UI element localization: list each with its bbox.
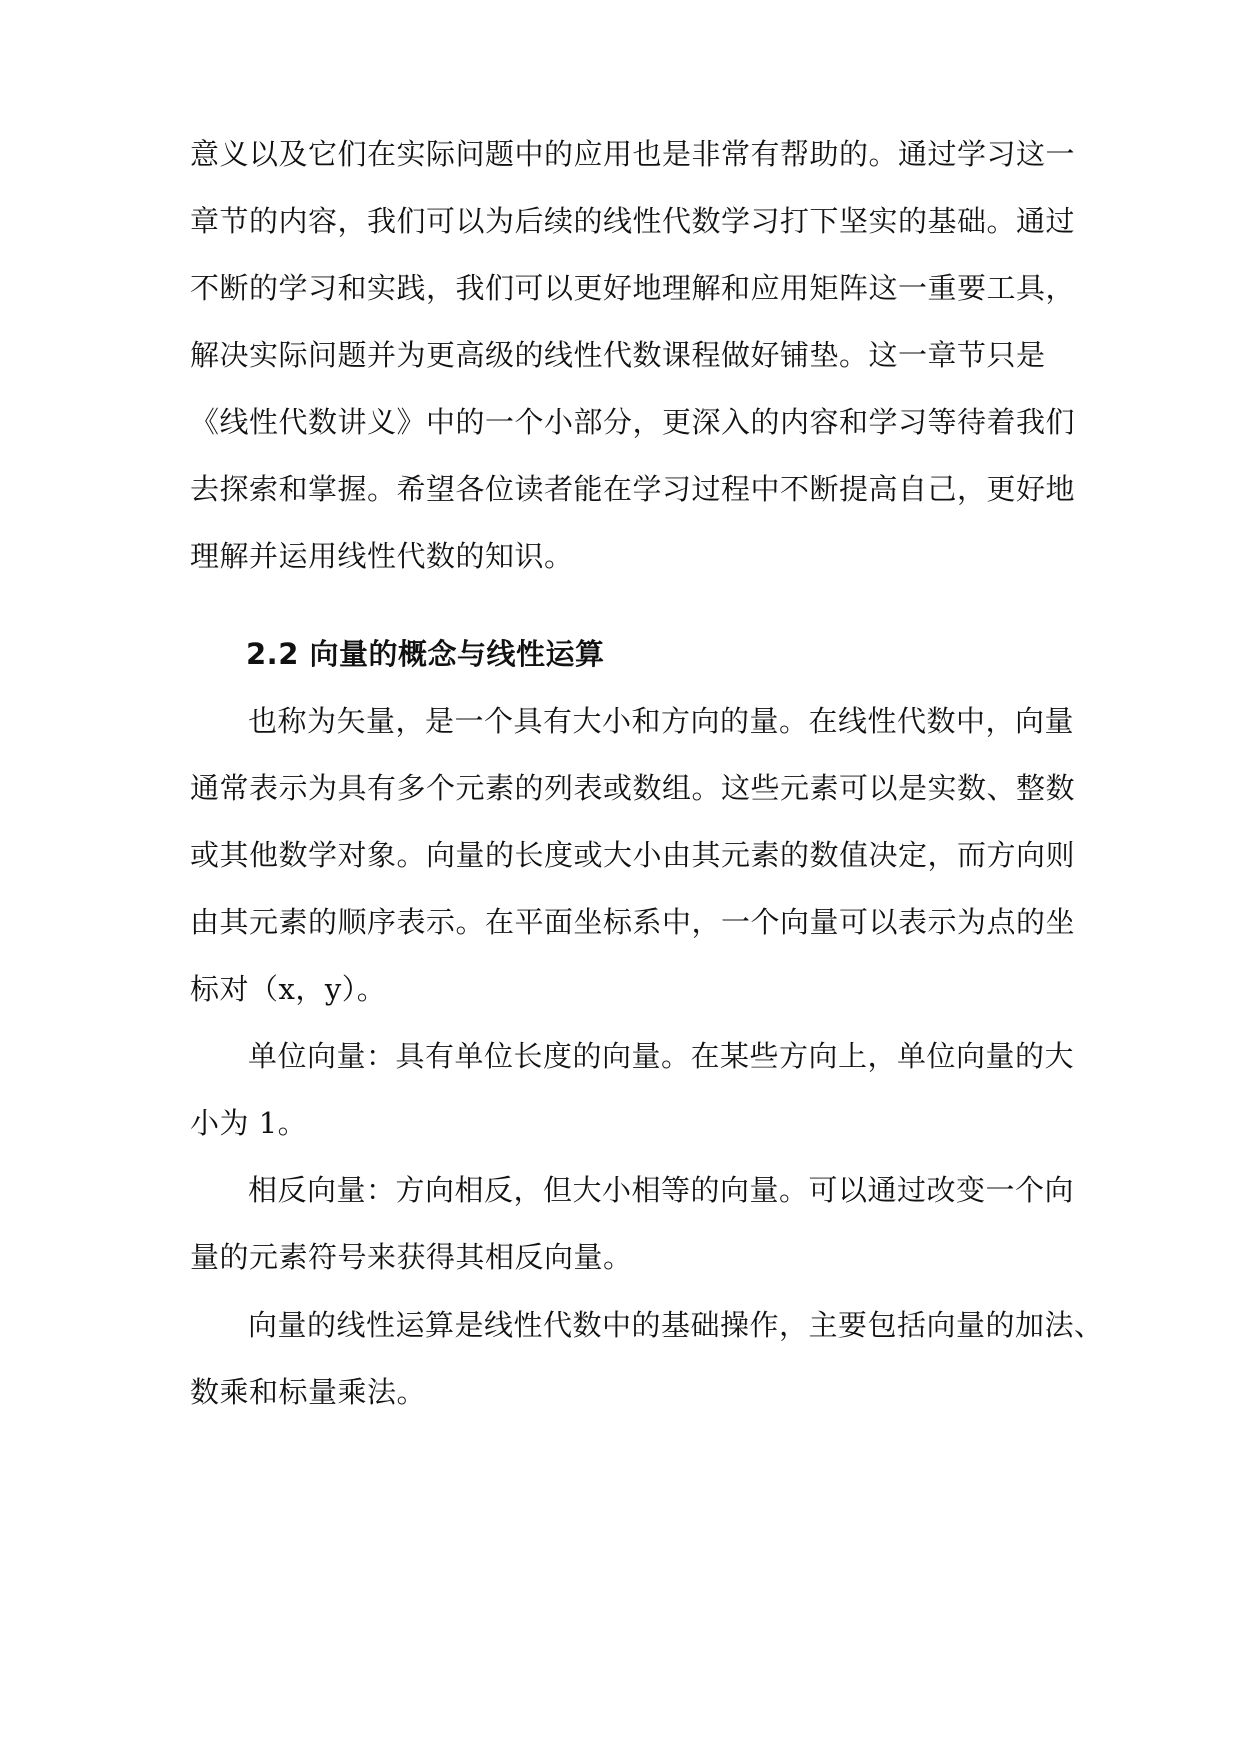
section-heading: 2.2 向量的概念与线性运算 [246, 637, 605, 671]
text-line: 《线性代数讲义》中的一个小部分，更深入的内容和学习等待着我们 [190, 405, 1076, 439]
text-line: 数乘和标量乘法。 [190, 1375, 427, 1409]
text-line: 小为 1。 [190, 1106, 308, 1140]
text-line: 由其元素的顺序表示。在平面坐标系中，一个向量可以表示为点的坐 [190, 905, 1076, 939]
text-line: 量的元素符号来获得其相反向量。 [190, 1240, 633, 1274]
text-line: 标对（x，y）。 [190, 972, 387, 1006]
text-line: 通常表示为具有多个元素的列表或数组。这些元素可以是实数、整数 [190, 771, 1076, 805]
text-line: 解决实际问题并为更高级的线性代数课程做好铺垫。这一章节只是 [190, 338, 1046, 372]
text-line: 或其他数学对象。向量的长度或大小由其元素的数值决定，而方向则 [190, 838, 1076, 872]
text-line: 向量的线性运算是线性代数中的基础操作，主要包括向量的加法、 [248, 1308, 1104, 1342]
text-line: 意义以及它们在实际问题中的应用也是非常有帮助的。通过学习这一 [190, 137, 1076, 171]
text-line: 去探索和掌握。希望各位读者能在学习过程中不断提高自己，更好地 [190, 472, 1076, 506]
text-line: 单位向量：具有单位长度的向量。在某些方向上，单位向量的大 [248, 1039, 1075, 1073]
text-line: 理解并运用线性代数的知识。 [190, 539, 574, 573]
text-line: 相反向量：方向相反，但大小相等的向量。可以通过改变一个向 [248, 1173, 1075, 1207]
text-line: 也称为矢量，是一个具有大小和方向的量。在线性代数中，向量 [248, 704, 1075, 738]
text-line: 不断的学习和实践，我们可以更好地理解和应用矩阵这一重要工具， [190, 271, 1076, 305]
text-line: 章节的内容，我们可以为后续的线性代数学习打下坚实的基础。通过 [190, 204, 1076, 238]
